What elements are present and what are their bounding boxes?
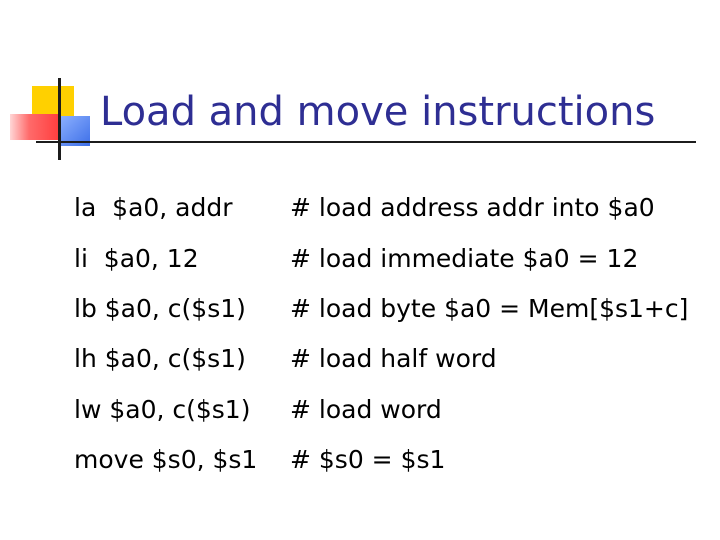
- instruction-text: lb $a0, c($s1): [74, 294, 246, 323]
- instruction-row: [74, 342, 694, 376]
- instruction-comment: # $s0 = $s1: [290, 445, 446, 474]
- instruction-text: li $a0, 12: [74, 244, 199, 273]
- instruction-row: [74, 292, 694, 326]
- title-underline: [36, 141, 696, 143]
- instruction-comment: # load word: [290, 395, 442, 424]
- instruction-text: move $s0, $s1: [74, 445, 258, 474]
- instruction-row: [74, 393, 694, 427]
- corner-logo: [0, 0, 120, 170]
- instruction-comment: # load byte $a0 = Mem[$s1+c]: [290, 294, 689, 323]
- instruction-row: [74, 443, 694, 477]
- slide-title: Load and move instructions: [100, 89, 656, 135]
- instruction-comment: # load address addr into $a0: [290, 193, 655, 222]
- red-bar-decoration: [10, 114, 58, 140]
- instruction-comment: # load immediate $a0 = 12: [290, 244, 639, 273]
- instruction-row: [74, 191, 694, 225]
- instruction-text: lh $a0, c($s1): [74, 344, 246, 373]
- instruction-row: [74, 242, 694, 276]
- vertical-rule: [58, 78, 61, 160]
- instruction-text: lw $a0, c($s1): [74, 395, 251, 424]
- instruction-comment: # load half word: [290, 344, 497, 373]
- instruction-text: la $a0, addr: [74, 193, 233, 222]
